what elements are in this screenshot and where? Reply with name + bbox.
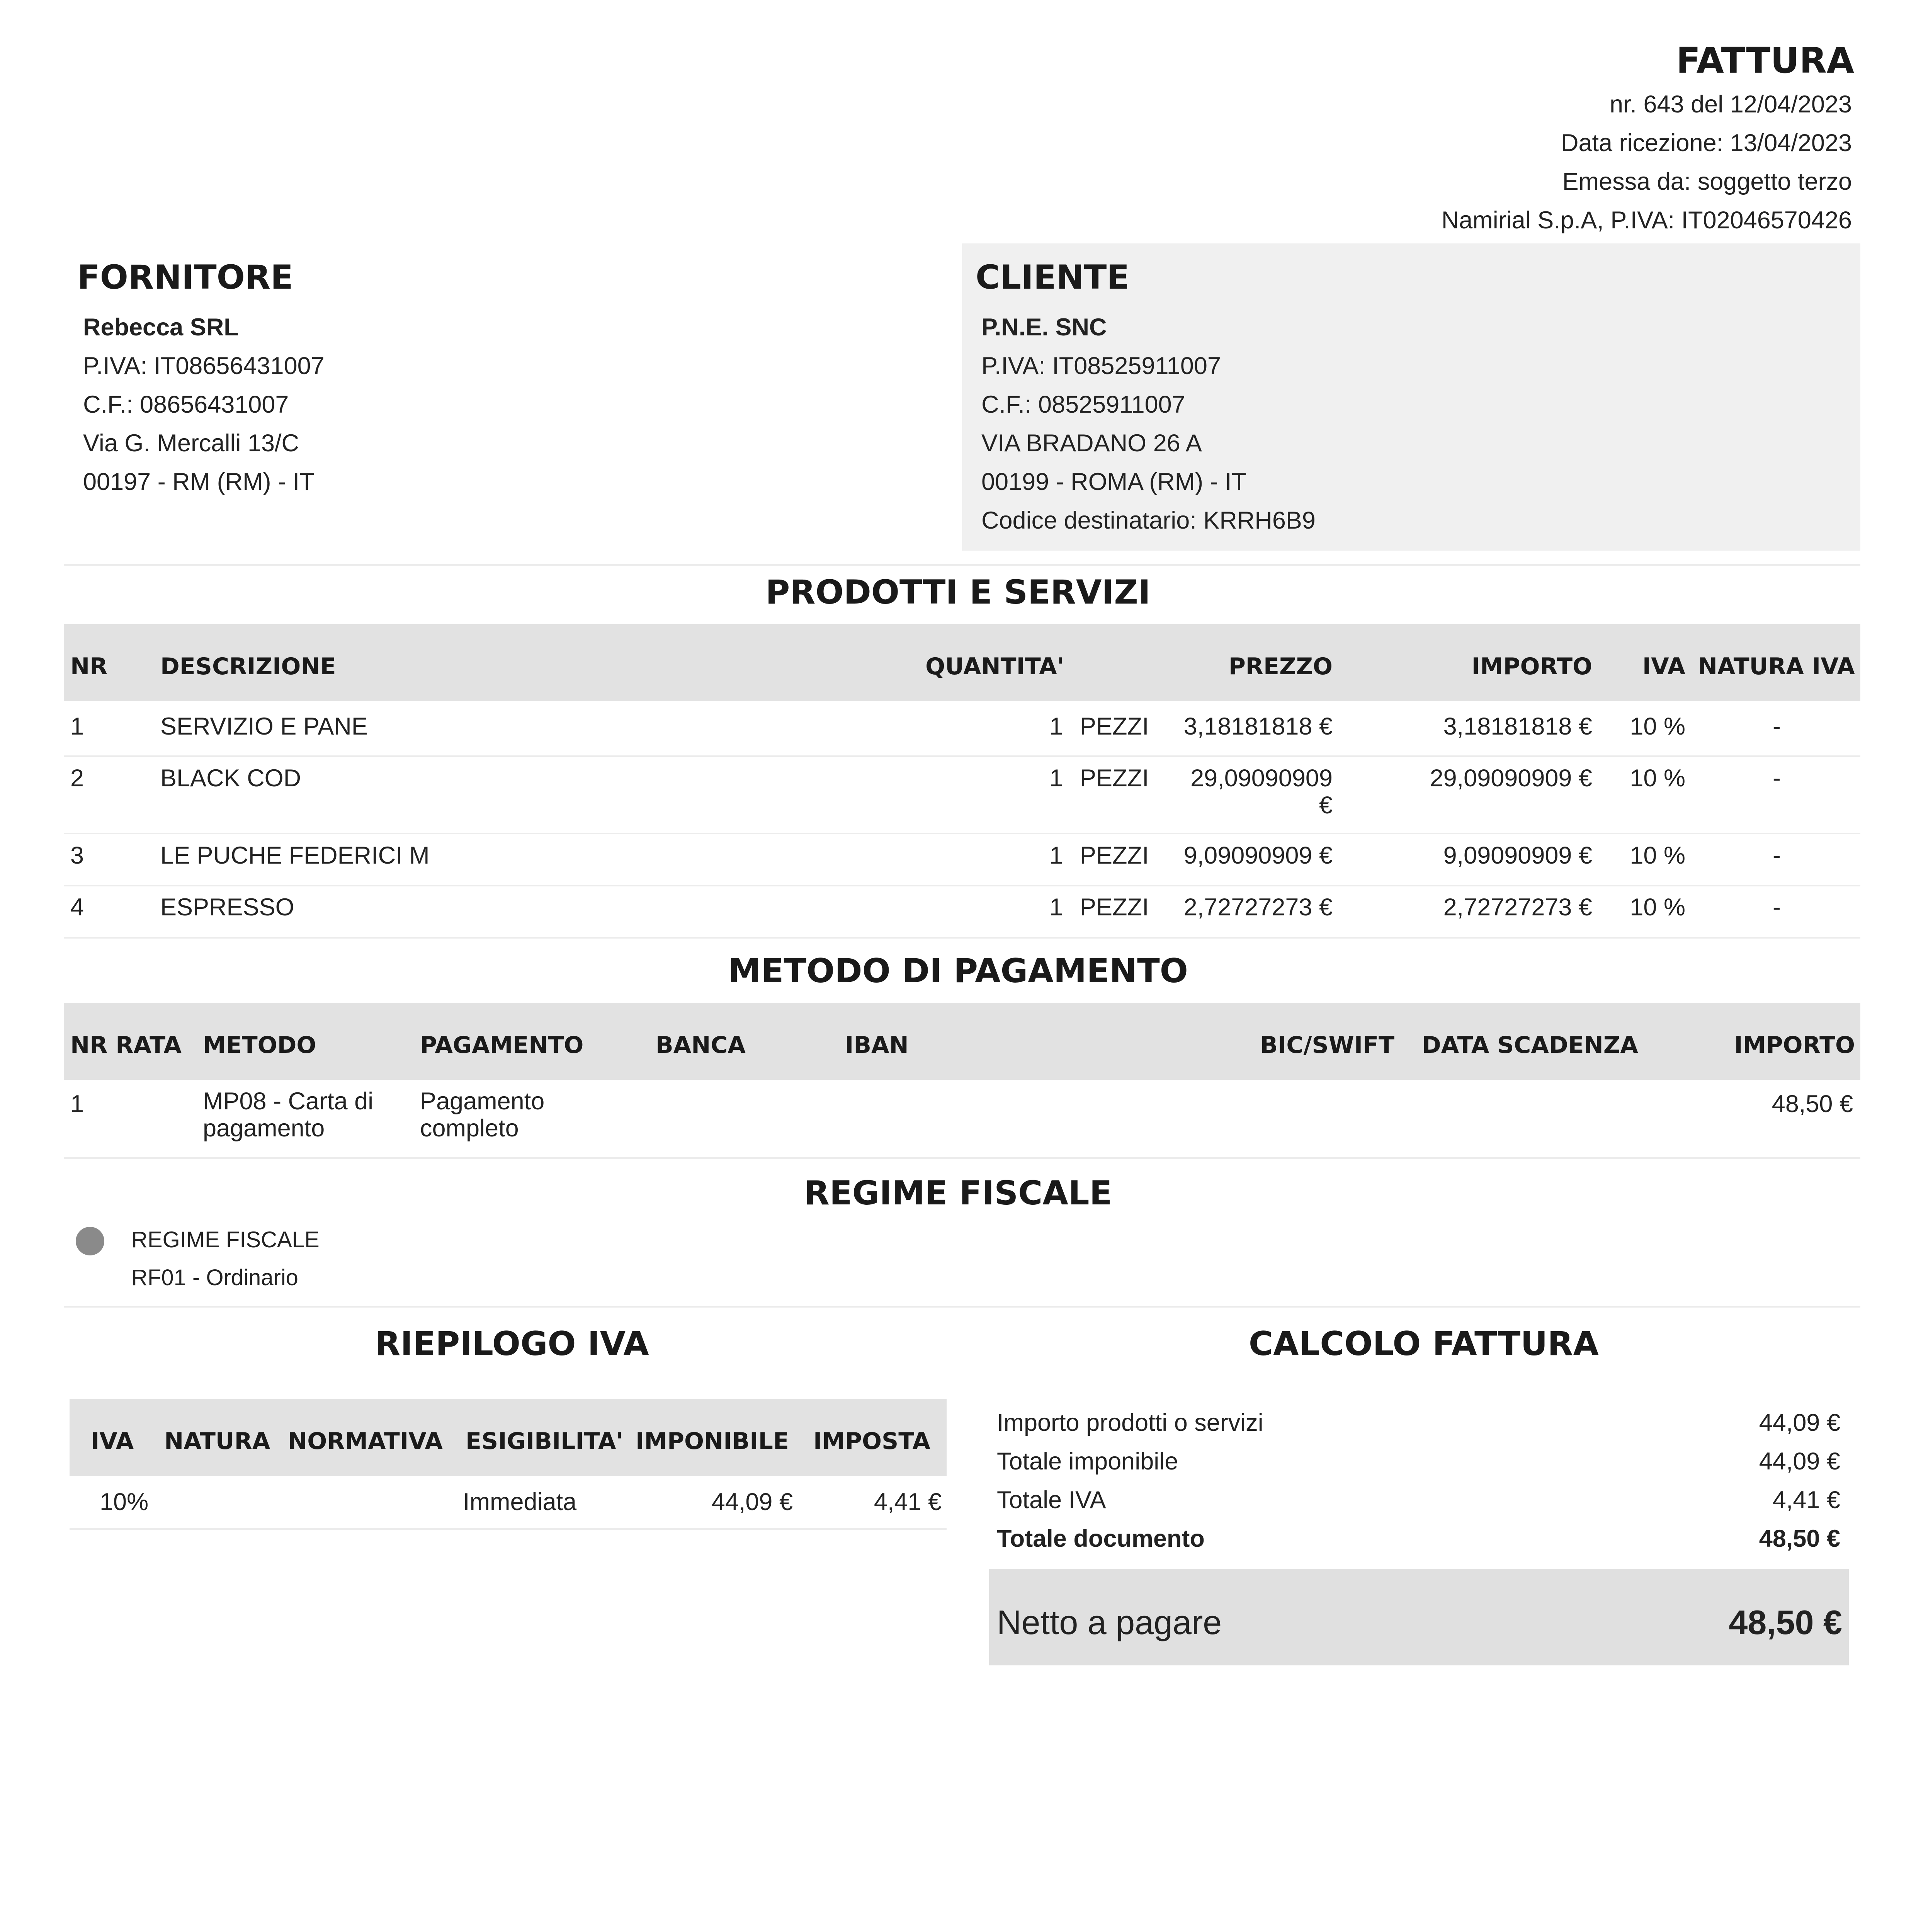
row-nr: 3 — [70, 842, 84, 869]
col-rule: NORMATIVA — [288, 1428, 443, 1455]
bullet-icon — [76, 1227, 104, 1255]
row-vat: 10 % — [1630, 713, 1685, 740]
row-price: 3,18181818 € — [1183, 713, 1333, 740]
issued-by: Emessa da: soggetto terzo — [1562, 168, 1852, 195]
col-nature: NATURA — [164, 1428, 270, 1455]
row-nr: 1 — [70, 713, 84, 740]
col-amount: IMPORTO — [1471, 653, 1592, 680]
products-heading: PRODOTTI E SERVIZI — [765, 573, 1151, 612]
client-recipient-code: Codice destinatario: KRRH6B9 — [981, 507, 1316, 534]
row-amount: 2,72727273 € — [1443, 894, 1592, 921]
col-nr: NR — [70, 653, 108, 680]
supplier-name: Rebecca SRL — [83, 314, 239, 341]
row-description: ESPRESSO — [160, 894, 294, 921]
col-tax: IMPOSTA — [813, 1428, 930, 1455]
row-quantity: 1 — [1049, 713, 1063, 740]
col-chargeability: ESIGIBILITA' — [466, 1428, 623, 1455]
row-method-line: MP08 - Carta di — [203, 1088, 374, 1115]
row-vat-nature: - — [1773, 765, 1781, 792]
totals-value: 4,41 € — [1772, 1486, 1840, 1514]
net-to-pay-value: 48,50 € — [1729, 1603, 1842, 1641]
row-quantity: 1 — [1049, 894, 1063, 921]
totals-label: Importo prodotti o servizi — [997, 1409, 1263, 1436]
row-quantity: 1 — [1049, 765, 1063, 792]
col-payment-amount: IMPORTO — [1734, 1032, 1855, 1059]
totals-heading: CALCOLO FATTURA — [1248, 1325, 1599, 1363]
client-piva: P.IVA: IT08525911007 — [981, 352, 1221, 379]
regime-value: RF01 - Ordinario — [131, 1265, 298, 1290]
row-taxable: 44,09 € — [711, 1488, 793, 1515]
total-document-label: Totale documento — [997, 1525, 1205, 1552]
supplier-city: 00197 - RM (RM) - IT — [83, 468, 315, 495]
issuer-info: Namirial S.p.A, P.IVA: IT02046570426 — [1441, 207, 1852, 234]
row-nr: 4 — [70, 894, 84, 921]
row-method-line: pagamento — [203, 1115, 325, 1142]
total-document-value: 48,50 € — [1759, 1525, 1840, 1552]
client-city: 00199 - ROMA (RM) - IT — [981, 468, 1247, 495]
totals-value: 44,09 € — [1759, 1448, 1840, 1475]
divider — [64, 885, 1860, 886]
payment-heading: METODO DI PAGAMENTO — [728, 952, 1188, 990]
client-heading: CLIENTE — [976, 258, 1130, 297]
row-unit: PEZZI — [1080, 842, 1149, 869]
totals-value: 44,09 € — [1759, 1409, 1840, 1436]
col-due-date: DATA SCADENZA — [1422, 1032, 1638, 1059]
regime-label: REGIME FISCALE — [131, 1227, 320, 1252]
supplier-heading: FORNITORE — [77, 258, 293, 297]
row-description: SERVIZIO E PANE — [160, 713, 368, 740]
row-vat: 10 % — [1630, 765, 1685, 792]
row-payment-line: completo — [420, 1115, 519, 1142]
invoice-number: nr. 643 del 12/04/2023 — [1609, 91, 1852, 118]
totals-label: Totale imponibile — [997, 1448, 1178, 1475]
col-bank: BANCA — [656, 1032, 746, 1059]
divider — [64, 833, 1860, 834]
row-unit: PEZZI — [1080, 765, 1149, 792]
row-unit: PEZZI — [1080, 713, 1149, 740]
supplier-piva: P.IVA: IT08656431007 — [83, 352, 325, 379]
row-unit: PEZZI — [1080, 894, 1149, 921]
supplier-address: Via G. Mercalli 13/C — [83, 430, 299, 457]
row-chargeability: Immediata — [463, 1488, 577, 1515]
divider — [64, 1157, 1860, 1159]
row-vat-nature: - — [1773, 894, 1781, 921]
received-date: Data ricezione: 13/04/2023 — [1561, 129, 1852, 156]
row-quantity: 1 — [1049, 842, 1063, 869]
row-price-cont: € — [1319, 792, 1333, 819]
row-installment-nr: 1 — [70, 1090, 84, 1117]
divider — [70, 1528, 947, 1530]
row-nr: 2 — [70, 765, 84, 792]
row-method — [203, 1088, 373, 1142]
divider — [64, 1306, 1860, 1308]
row-description: LE PUCHE FEDERICI M — [160, 842, 430, 869]
row-amount: 3,18181818 € — [1443, 713, 1592, 740]
invoice-title: FATTURA — [1676, 40, 1854, 81]
col-vat-rate: IVA — [91, 1428, 134, 1455]
col-quantity: QUANTITA' — [925, 653, 1064, 680]
row-payment-line: Pagamento — [420, 1088, 545, 1115]
row-vat: 10 % — [1630, 842, 1685, 869]
col-vat-nature: NATURA IVA — [1698, 653, 1855, 680]
supplier-block — [64, 243, 952, 553]
row-price: 29,09090909 — [1190, 765, 1333, 792]
row-price: 9,09090909 € — [1183, 842, 1333, 869]
row-payment — [420, 1088, 544, 1142]
row-vat-rate: 10% — [100, 1488, 149, 1515]
net-to-pay-label: Netto a pagare — [997, 1603, 1222, 1641]
row-amount: 9,09090909 € — [1443, 842, 1592, 869]
divider — [64, 755, 1860, 757]
col-method: METODO — [203, 1032, 316, 1059]
row-price: 2,72727273 € — [1183, 894, 1333, 921]
supplier-cf: C.F.: 08656431007 — [83, 391, 289, 418]
totals-label: Totale IVA — [997, 1486, 1106, 1514]
row-vat-nature: - — [1773, 842, 1781, 869]
divider — [64, 937, 1860, 939]
row-amount: 29,09090909 € — [1430, 765, 1592, 792]
client-name: P.N.E. SNC — [981, 314, 1107, 341]
vat-summary-heading: RIEPILOGO IVA — [375, 1325, 649, 1363]
client-address: VIA BRADANO 26 A — [981, 430, 1202, 457]
col-price: PREZZO — [1228, 653, 1333, 680]
row-payment-amount: 48,50 € — [1771, 1090, 1853, 1117]
row-tax: 4,41 € — [874, 1488, 942, 1515]
divider — [64, 564, 1860, 566]
col-taxable: IMPONIBILE — [636, 1428, 789, 1455]
col-vat: IVA — [1642, 653, 1685, 680]
col-iban: IBAN — [845, 1032, 909, 1059]
row-vat-nature: - — [1773, 713, 1781, 740]
net-to-pay-box — [989, 1569, 1849, 1665]
row-vat: 10 % — [1630, 894, 1685, 921]
regime-heading: REGIME FISCALE — [804, 1174, 1112, 1213]
client-cf: C.F.: 08525911007 — [981, 391, 1185, 418]
col-installment-nr: NR RATA — [70, 1032, 182, 1059]
client-block — [962, 243, 1860, 551]
col-bic: BIC/SWIFT — [1260, 1032, 1394, 1059]
row-description: BLACK COD — [160, 765, 301, 792]
col-description: DESCRIZIONE — [160, 653, 336, 680]
col-payment: PAGAMENTO — [420, 1032, 584, 1059]
